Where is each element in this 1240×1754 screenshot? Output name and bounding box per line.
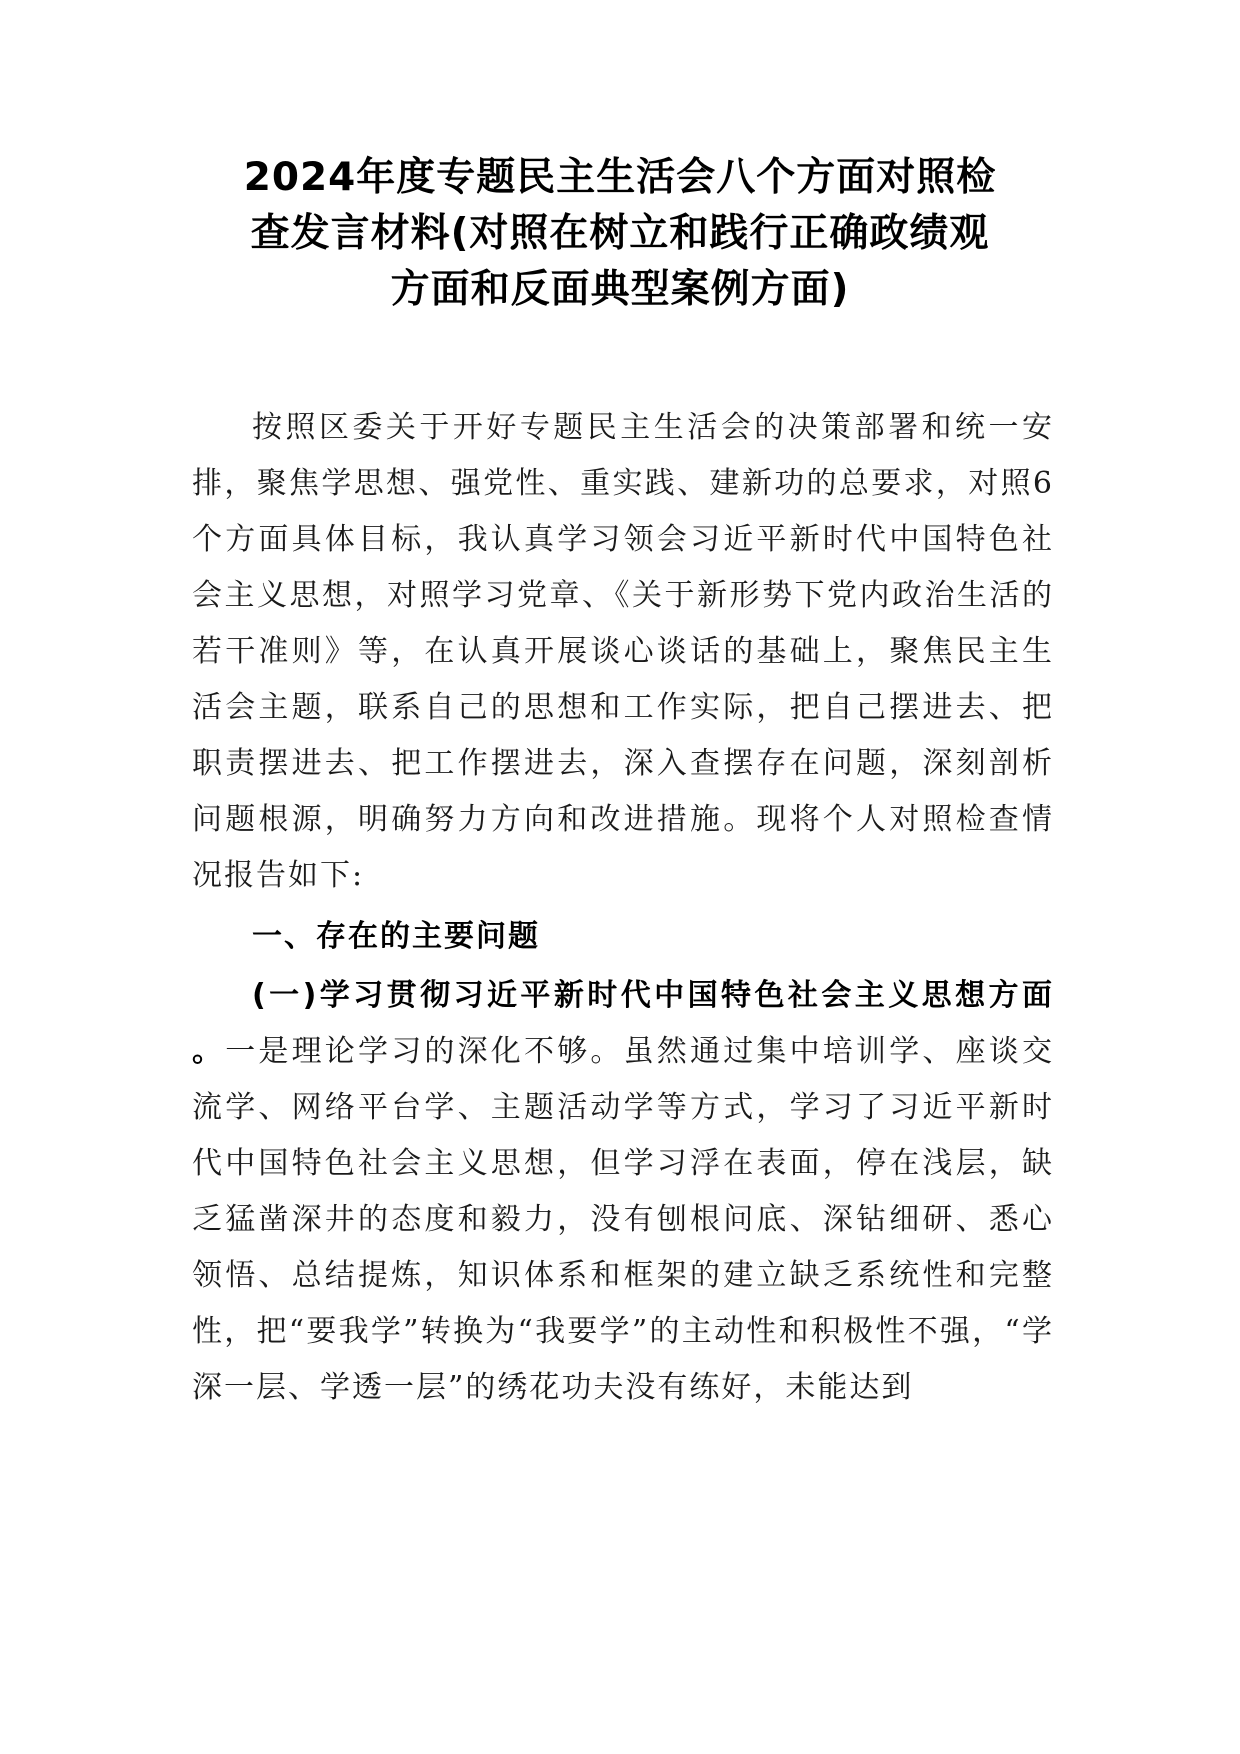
document-title xyxy=(150,150,1090,318)
document-body xyxy=(192,400,1054,1416)
subsection-text: 一是理论学习的深化不够。虽然通过集中培训学、座谈交流学、网络平台学、主题活动学等方式，学习了习近平新时代中国特色社会主义思想，但学习浮在表面，停在浅层，缺乏猛凿深井的态度和毅力，没有刨根问底、深钻细研、悉心领悟、总结提炼，知识体系和框架的建立缺乏系统性和完整性，把“要我学”转换为“我要学”的主动性和积极性不强，“学深一层、学透一层”的绣花功夫没有练好，未能达到 xyxy=(192,1034,1055,1405)
intro-paragraph: 按照区委关于开好专题民主生活会的决策部署和统一安排，聚焦学思想、强党性、重实践、建新功的总要求，对照6个方面具体目标，我认真学习领会习近平新时代中国特色社会主义思想，对照学习党章、《关于新形势下党内政治生活的若干准则》等，在认真开展谈心谈话的基础上，聚焦民主生活会主题，联系自己的思想和工作实际，把自己摆进去、把职责摆进去、把工作摆进去，深入查摆存在问题，深刻剖析问题根源，明确努力方向和改进措施。现将个人对照检查情况报告如下: xyxy=(192,410,1054,893)
title-line-3: 方面和反面典型案例方面) xyxy=(390,267,850,312)
subsection-heading: (一)学习贯彻习近平新时代中国特色社会主义思想方面 。 xyxy=(192,978,1054,1069)
section-heading-problems: 一、存在的主要问题 xyxy=(252,919,540,954)
title-line-1: 2024年度专题民主生活会八个方面对照检 xyxy=(243,155,997,200)
subsection-paragraph xyxy=(192,968,1054,1416)
title-line-2: 查发言材料(对照在树立和践行正确政绩观 xyxy=(250,211,990,256)
